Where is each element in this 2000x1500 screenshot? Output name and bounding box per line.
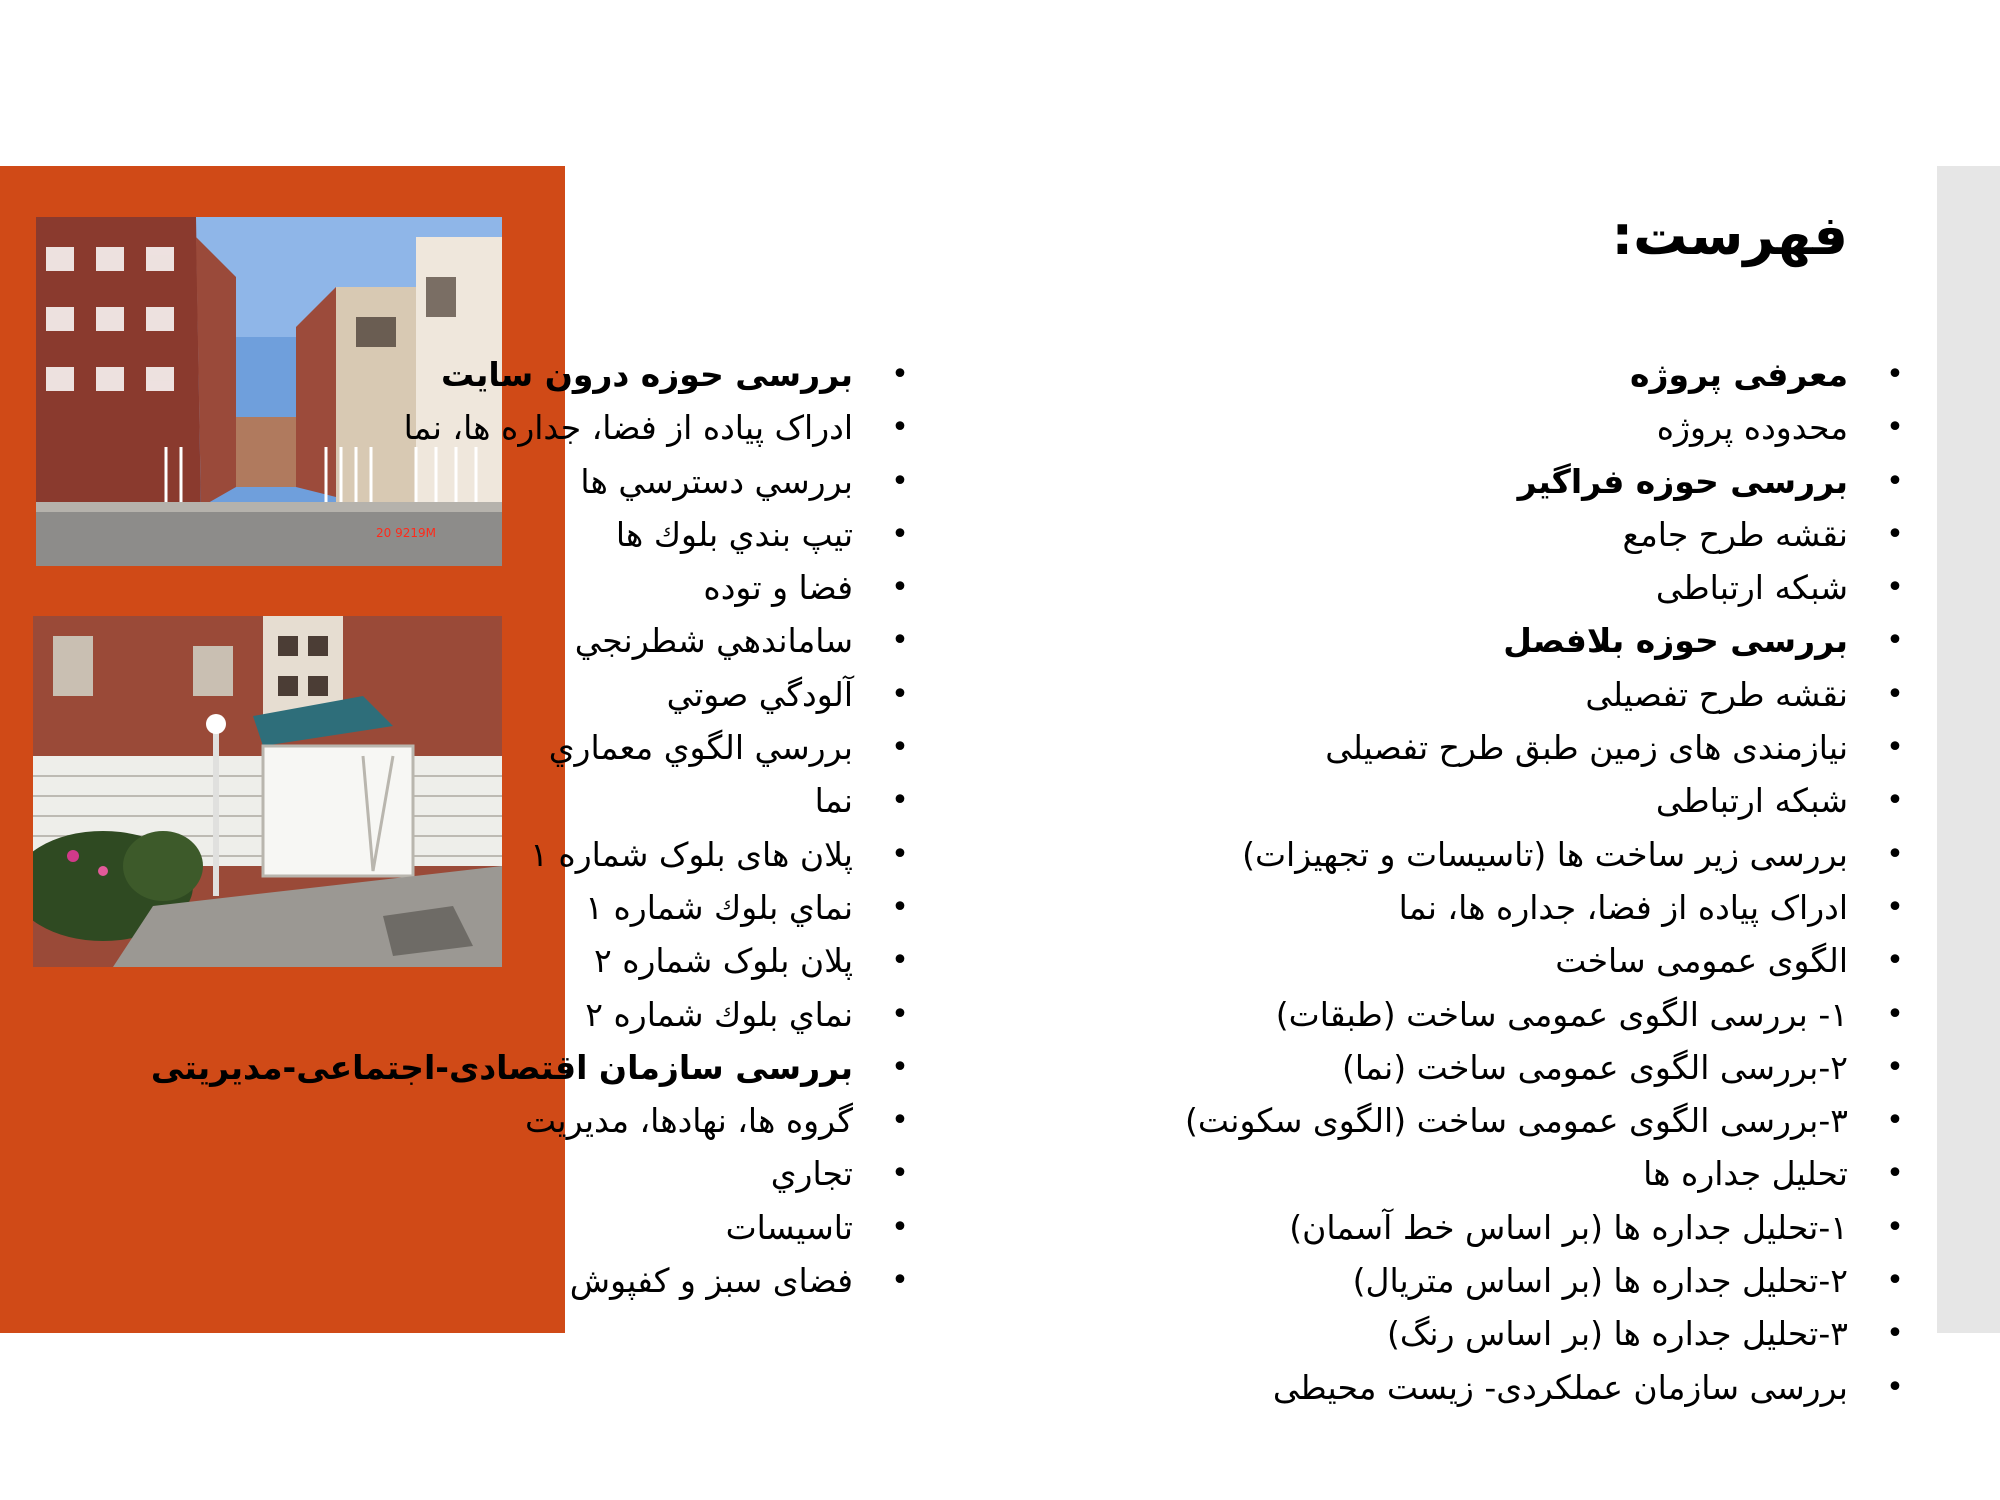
toc-item-text: پلان های بلوک شماره ۱	[530, 834, 853, 874]
toc-item-text: شبکه ارتباطی	[1655, 568, 1848, 608]
bullet-icon: •	[891, 1156, 909, 1192]
toc-item	[151, 561, 910, 614]
toc-item-text: فضای سبز و کفپوش	[569, 1261, 853, 1301]
bullet-icon: •	[891, 1263, 909, 1299]
toc-item-text: ۳-تحلیل جداره ها (بر اساس رنگ)	[1387, 1314, 1848, 1354]
bullet-icon: •	[1886, 1103, 1904, 1139]
toc-item	[1185, 1147, 1905, 1200]
bullet-icon: •	[891, 783, 909, 819]
toc-item	[151, 508, 910, 561]
toc-item-text: بررسی سازمان عملکردی- زیست محیطی	[1272, 1367, 1848, 1407]
bullet-icon: •	[1886, 676, 1904, 712]
toc-item-text: محدوده پروژه	[1656, 408, 1848, 448]
toc-item	[151, 774, 910, 827]
toc-item-text: ۲-تحلیل جداره ها (بر اساس متریال)	[1352, 1261, 1848, 1301]
toc-item	[151, 881, 910, 934]
bullet-icon: •	[891, 623, 909, 659]
toc-item-text: نیازمندی های زمین طبق طرح تفصیلی	[1325, 728, 1848, 768]
toc-item	[151, 614, 910, 667]
toc-item	[151, 828, 910, 881]
toc-item	[1185, 455, 1905, 508]
toc-item	[1185, 401, 1905, 454]
toc-item	[1185, 1307, 1905, 1360]
bullet-icon: •	[1886, 783, 1904, 819]
toc-item	[151, 721, 910, 774]
toc-item-text: ادراک پیاده از فضا، جداره ها، نما	[403, 408, 853, 448]
toc-item-text: بررسی سازمان اقتصادی-اجتماعی-مدیریتی	[150, 1047, 853, 1087]
bullet-icon: •	[891, 1209, 909, 1245]
toc-item	[1185, 561, 1905, 614]
toc-item	[1185, 1361, 1905, 1414]
toc-item	[151, 988, 910, 1041]
toc-item-text: بررسي الگوي معماري	[548, 728, 853, 768]
toc-item	[151, 934, 910, 987]
toc-item-text: ۱- بررسی الگوی عمومی ساخت (طبقات)	[1275, 994, 1848, 1034]
bullet-icon: •	[1886, 357, 1904, 392]
toc-item	[1185, 934, 1905, 987]
bullet-icon: •	[1886, 943, 1904, 979]
bullet-icon: •	[1886, 836, 1904, 872]
toc-list-left	[151, 348, 910, 1307]
bullet-icon: •	[1886, 410, 1904, 446]
toc-item	[1185, 828, 1905, 881]
toc-item-text: بررسی حوزه بلافصل	[1503, 621, 1848, 661]
toc-item-text: نما	[814, 781, 853, 821]
toc-item	[1185, 774, 1905, 827]
toc-item-text: پلان بلوک شماره ۲	[593, 941, 853, 981]
bullet-icon: •	[891, 570, 909, 606]
toc-item-text: نقشه طرح جامع	[1622, 514, 1848, 554]
bullet-icon: •	[1886, 1156, 1904, 1192]
page-title: فهرست:	[1611, 204, 1848, 267]
toc-item-text: تيپ بندي بلوك ها	[615, 514, 853, 554]
toc-item-text: ۱-تحلیل جداره ها (بر اساس خط آسمان)	[1289, 1207, 1848, 1247]
toc-item-text: ۳-بررسی الگوی عمومی ساخت (الگوی سکونت)	[1185, 1101, 1848, 1141]
toc-item	[1185, 348, 1905, 401]
bullet-icon: •	[891, 996, 909, 1032]
bullet-icon: •	[1886, 1263, 1904, 1299]
toc-item	[1185, 1094, 1905, 1147]
bullet-icon: •	[891, 676, 909, 712]
toc-list-right	[1185, 348, 1905, 1414]
toc-item	[151, 1201, 910, 1254]
bullet-icon: •	[1886, 730, 1904, 766]
toc-item-text: ساماندهي شطرنجي	[574, 621, 853, 661]
bullet-icon: •	[1886, 1369, 1904, 1405]
toc-item	[151, 1254, 910, 1307]
toc-item-text: بررسی حوزه فراگیر	[1517, 461, 1848, 501]
toc-item-text: تاسیسات	[725, 1207, 853, 1247]
toc-item-text: نماي بلوك شماره ۲	[585, 994, 853, 1034]
bullet-icon: •	[1886, 1316, 1904, 1352]
toc-item-text: بررسی زیر ساخت ها (تاسیسات و تجهیزات)	[1242, 834, 1848, 874]
bullet-icon: •	[1886, 1049, 1904, 1085]
toc-item-text: شبکه ارتباطی	[1655, 781, 1848, 821]
bullet-icon: •	[891, 943, 909, 979]
bullet-icon: •	[1886, 570, 1904, 606]
toc-item	[151, 668, 910, 721]
toc-item	[151, 348, 910, 401]
toc-item-text: تجاري	[770, 1154, 853, 1194]
bullet-icon: •	[1886, 996, 1904, 1032]
toc-item-text: ادراک پیاده از فضا، جداره ها، نما	[1398, 887, 1848, 927]
bullet-icon: •	[891, 730, 909, 766]
photo-timestamp-overlay: 20 9219M	[376, 526, 436, 540]
toc-item	[151, 401, 910, 454]
bullet-icon: •	[891, 463, 909, 499]
toc-item	[151, 1147, 910, 1200]
toc-item-text: آلودگي صوتي	[666, 674, 853, 714]
bullet-icon: •	[891, 1103, 909, 1139]
bullet-icon: •	[891, 410, 909, 446]
bullet-icon: •	[1886, 516, 1904, 552]
toc-item	[1185, 508, 1905, 561]
bullet-icon: •	[891, 1049, 909, 1085]
toc-item	[1185, 721, 1905, 774]
toc-item-text: معرفی پروژه	[1630, 355, 1848, 394]
toc-item	[1185, 881, 1905, 934]
bullet-icon: •	[1886, 1209, 1904, 1245]
bullet-icon: •	[891, 357, 909, 392]
bullet-icon: •	[1886, 463, 1904, 499]
bullet-icon: •	[891, 516, 909, 552]
toc-item	[1185, 1254, 1905, 1307]
toc-item-text: بررسي دسترسي ها	[580, 461, 853, 501]
toc-item-text: تحلیل جداره ها	[1643, 1154, 1848, 1194]
toc-item	[1185, 1041, 1905, 1094]
toc-item-text: نماي بلوك شماره ۱	[585, 887, 853, 927]
toc-item	[1185, 988, 1905, 1041]
toc-item	[151, 1041, 910, 1094]
toc-item-text: گروه ها، نهادها، مدیریت	[525, 1101, 853, 1141]
bullet-icon: •	[891, 836, 909, 872]
bullet-icon: •	[1886, 889, 1904, 925]
toc-item-text: ۲-بررسی الگوی عمومی ساخت (نما)	[1342, 1047, 1848, 1087]
toc-item	[1185, 1201, 1905, 1254]
bullet-icon: •	[1886, 623, 1904, 659]
toc-item	[151, 455, 910, 508]
toc-item	[151, 1094, 910, 1147]
toc-item-text: نقشه طرح تفصیلی	[1585, 674, 1848, 714]
gray-edge-strip	[1937, 166, 2000, 1333]
toc-item	[1185, 614, 1905, 667]
toc-item-text: بررسی حوزه درون سایت	[441, 355, 853, 394]
toc-item-text: الگوی عمومی ساخت	[1555, 941, 1848, 981]
toc-item-text: فضا و توده	[703, 568, 853, 608]
bullet-icon: •	[891, 889, 909, 925]
toc-item	[1185, 668, 1905, 721]
